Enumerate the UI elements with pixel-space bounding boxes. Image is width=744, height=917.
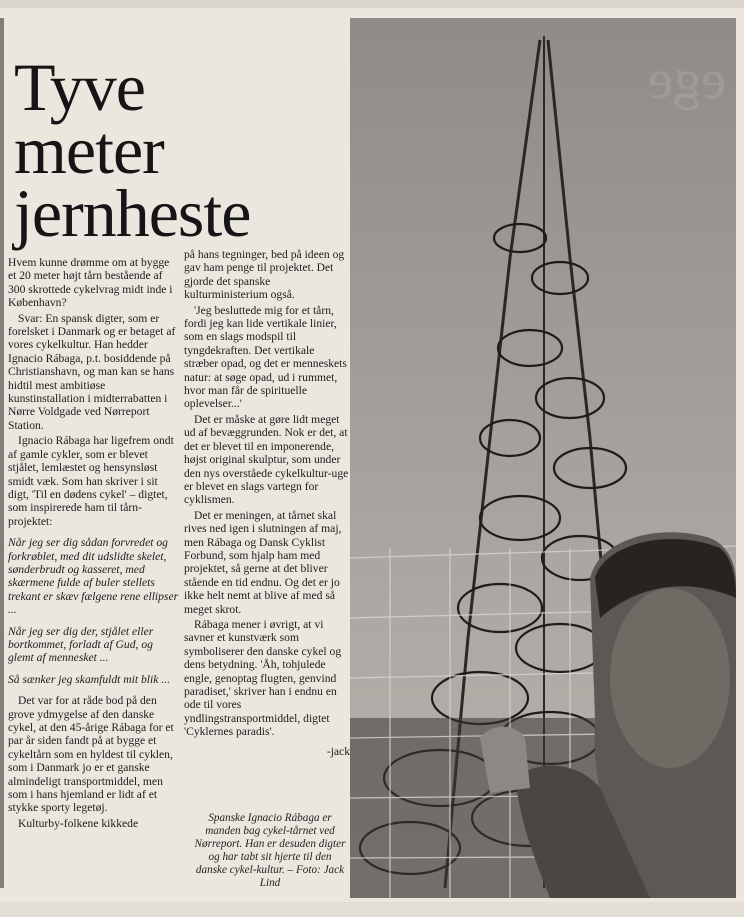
photo-credit: Foto: Jack Lind [259, 864, 345, 889]
headline-line-1: Tyve [14, 48, 145, 125]
body-paragraph: Det er måske at gøre lidt meget ud af bevæggrunden. Nok er det, at det er blevet til en imponerende, højst original skulptur, som under den nys overståede cykelkultur-uge er blevet en slags vartegn for cyklismen. [184, 412, 349, 507]
quote-paragraph: 'Jeg besluttede mig for et tårn, fordi jeg kan lide vertikale linier, som en slags modspil til tyngdekraften. Det vertikale stræber opad, og det er menneskets natur: at søge opad, ud i rummet, hvor man får de spirituelle oplevelser...' [184, 303, 347, 411]
top-edge [0, 0, 744, 8]
body-paragraph: Ignacio Rábaga har ligefrem ondt af gamle cykler, som er blevet stjålet, lemlæstet og hensynsløst smidt væk. Som han skriver i sit digt, 'Til en dødens cykel' – digtet, som inspirerede ham til tårn-projektet: [8, 434, 174, 528]
headline-line-3: jernheste [14, 174, 251, 251]
body-paragraph: Det er meningen, at tårnet skal rives ned igen i slutningen af maj, men Rábaga og Dansk Cyklist Forbund, som hjalp ham med projektet, så gerne at det bliver stående en tid endnu. Og det er jo ikke helt nemt at blive af med så meget skrot. [184, 508, 342, 616]
caption-text: Spanske Ignacio Rábaga er manden bag cykel-tårnet ved Nørreport. Han er desuden digter og har tabt sit hjerte til den danske cykel-kultur. – [194, 812, 346, 876]
poem-stanza: Så sænker jeg skamfuldt mit blik ... [8, 672, 170, 686]
bottom-edge [0, 902, 744, 917]
body-paragraph: Rábaga mener i øvrigt, at vi savner et kunstværk som symboliserer den danske cykel og dens betydning. 'Åh, tohjulede engle, genoptag flugten, genvind paradiset,' skriver han i endnu en ode til vores yndlingstransportmiddel, digtet 'Cyklernes paradis'. [184, 617, 342, 739]
poem-stanza: Når jeg ser dig der, stjålet eller bortkommet, forladt af Gud, og glemt af mennesket ... [8, 624, 154, 665]
poem-stanza: Når jeg ser dig sådan forvredet og forkrøblet, med dit udslidte skelet, sønderbrudt og kasseret, med skærmene fulde af buler stellets trekant er skæv fælgene rene ellipser ... [8, 536, 179, 617]
photo-caption [192, 812, 348, 890]
body-paragraph: Svar: En spansk digter, som er forelsket i Danmark og er betaget af vores cykelkultur. Han hedder Ignacio Rábaga, p.t. bosiddende på Christianshavn, og man kan se hans hidtil mest ambitiøse kunstinstallation i midterrabatten i Nørre Voldgade ved Nørreport Station. [8, 311, 176, 432]
column-rule [0, 18, 4, 888]
svg-text:ege: ege [648, 49, 726, 111]
article-column-1 [8, 256, 180, 832]
headline-line-2: meter [14, 111, 164, 188]
article-column-2 [184, 248, 350, 760]
lead-paragraph: Hvem kunne drømme om at bygge et 20 meter højt tårn bestående af 300 skrottede cykelvrag midt inde i København? [8, 256, 173, 310]
photo-bicycle-tower [350, 18, 736, 898]
body-paragraph: Det var for at råde bod på den grove ydmygelse af den danske cykel, at den 45-årige Rábaga for et par år siden fandt på at bygge et cykeltårn som en hyldest til cyklen, som i Danmark jo er et ganske almindeligt transportmiddel, men som i hans hjemland er lidt af et stykke sporty legetøj. [8, 694, 174, 815]
body-paragraph: på hans tegninger, bed på ideen og gav ham penge til projektet. Det gjorde det spanske kulturministerium også. [184, 248, 345, 302]
headline [14, 48, 344, 251]
body-paragraph: Kulturby-folkene kikkede [18, 816, 139, 830]
byline-signature: -jack [326, 744, 350, 758]
